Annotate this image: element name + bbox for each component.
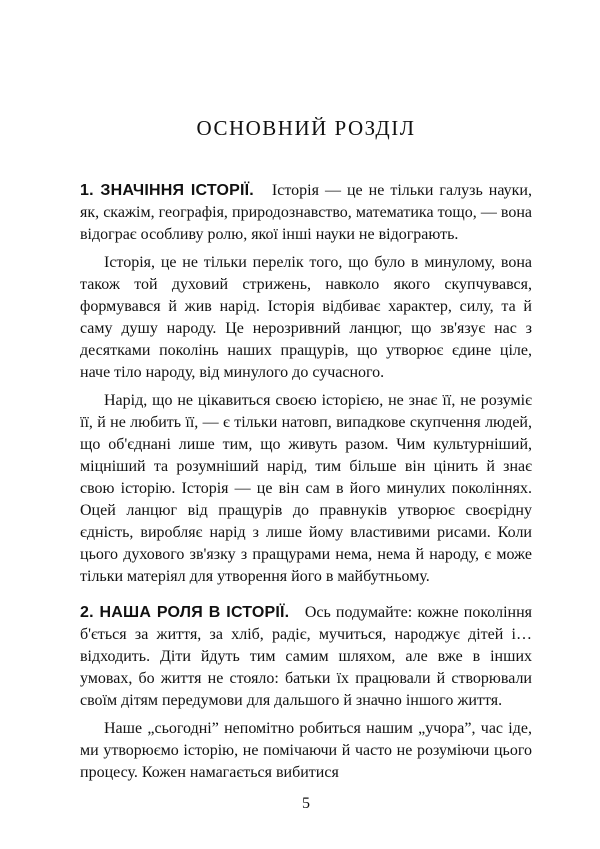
book-page	[80, 0, 532, 849]
section-1-paragraph-3: Нарід, що не цікавиться своєю історією, не знає її, не розуміє її, й не любить її, — є тільки натовп, випадкове скупчення людей, що об'єднані лише тим, що живуть разом. Чим культурніший, міцніший та розумніший нарід, тим більше він цінить й знає свою історію. Історія — це він сам в його минулих поколіннях. Оцей ланцюг від пращурів до правнуків утворює своєрідну єдність, виробляє нарід з лише йому властивими рисами. Коли цього духового зв'язку з пращурами нема, нема й народу, є може тільки матеріял для утворення його в майбутньому.	[80, 392, 532, 585]
section-1-paragraph-1	[80, 180, 532, 246]
section-1-paragraph-2: Історія, це не тільки перелік того, що було в минулому, вона також той духовий стрижень, навколо якого скупчувався, формувався й жив нарід. Історія відбиває характер, силу, та й саму душу народу. Це нерозривний ланцюг, що зв'язує нас з десятками поколінь наших пращурів, що утворює єдине ціле, наче тіло народу, від минулого до сучасного.	[80, 254, 532, 381]
section-2-paragraph-1-text: Ось подумайте: кожне покоління б'ється за життя, за хліб, радіє, мучиться, народжує дітей і… відходить. Діти йдуть тим самим шляхом, але вже в інших умовах, бо життя не стояло: батьки їх працювали й створювали своїм дітям передумови для дальшого й значно іншого життя.	[80, 604, 533, 709]
chapter-title: ОСНОВНИЙ РОЗДІЛ	[196, 116, 416, 140]
section-2-paragraph-1	[80, 602, 532, 712]
section-2-heading: 2. НАША РОЛЯ В ІСТОРІЇ.	[80, 604, 290, 621]
page-content	[80, 180, 532, 784]
section-1-heading: 1. ЗНАЧІННЯ ІСТОРІЇ.	[80, 182, 254, 199]
section-2-paragraph-2: Наше „сьогодні” непомітно робиться нашим „учора”, час іде, ми утворюємо історію, не помічаючи й часто не розуміючи цього процесу. Кожен намагається вибитися	[80, 720, 532, 781]
page-number: 5	[302, 795, 310, 812]
section-1-paragraph-1-text: Історія — це не тільки галузь науки, як, скажім, географія, природознавство, математика тощо, — вона відограє особливу ролю, якої інші науки не відограють.	[80, 182, 532, 243]
